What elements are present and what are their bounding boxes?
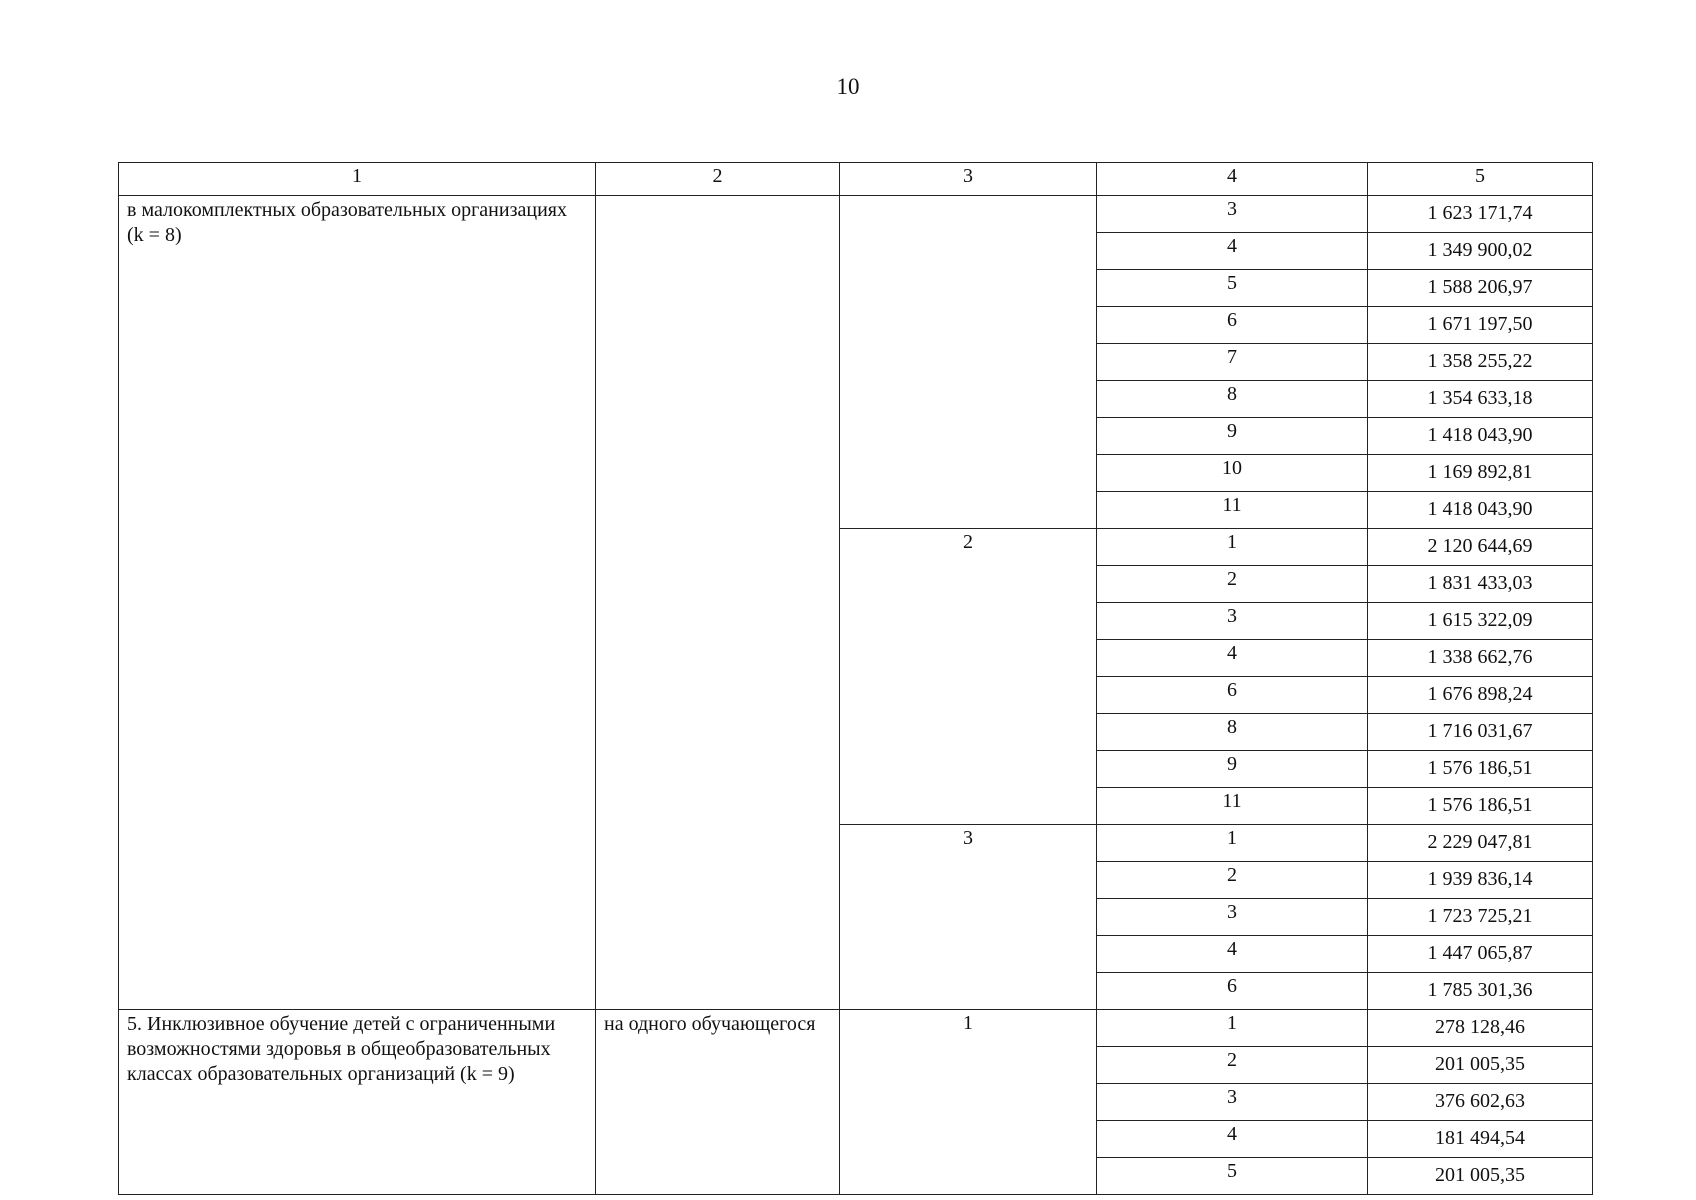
column-4-cell: 1 <box>1097 529 1368 566</box>
header-cell-4: 4 <box>1097 163 1368 196</box>
value-cell: 1 939 836,14 <box>1368 862 1593 899</box>
column-4-cell: 5 <box>1097 1158 1368 1195</box>
header-row <box>119 163 1593 196</box>
column-4-cell: 4 <box>1097 640 1368 677</box>
value-cell: 1 623 171,74 <box>1368 196 1593 233</box>
value-cell: 1 831 433,03 <box>1368 566 1593 603</box>
column-4-cell: 3 <box>1097 603 1368 640</box>
table-row <box>119 196 1593 233</box>
column-4-cell: 4 <box>1097 1121 1368 1158</box>
column-4-cell: 5 <box>1097 270 1368 307</box>
table-row <box>119 1010 1593 1047</box>
value-cell: 1 576 186,51 <box>1368 788 1593 825</box>
tariff-table <box>118 162 1593 1195</box>
column-4-cell: 3 <box>1097 899 1368 936</box>
section-description: 5. Инклюзивное обучение детей с ограниченными возможностями здоровья в общеобразовательных классах образовательных организаций (k = 9) <box>119 1010 596 1195</box>
value-cell: 1 418 043,90 <box>1368 492 1593 529</box>
column-3-cell: 2 <box>840 529 1097 825</box>
value-cell: 1 588 206,97 <box>1368 270 1593 307</box>
header-cell-5: 5 <box>1368 163 1593 196</box>
value-cell: 1 716 031,67 <box>1368 714 1593 751</box>
value-cell: 376 602,63 <box>1368 1084 1593 1121</box>
column-4-cell: 11 <box>1097 492 1368 529</box>
value-cell: 1 676 898,24 <box>1368 677 1593 714</box>
header-cell-2: 2 <box>596 163 840 196</box>
value-cell: 1 338 662,76 <box>1368 640 1593 677</box>
value-cell: 1 447 065,87 <box>1368 936 1593 973</box>
column-4-cell: 10 <box>1097 455 1368 492</box>
column-4-cell: 2 <box>1097 1047 1368 1084</box>
column-4-cell: 8 <box>1097 381 1368 418</box>
column-4-cell: 1 <box>1097 825 1368 862</box>
column-4-cell: 3 <box>1097 1084 1368 1121</box>
unit-cell <box>596 196 840 1010</box>
value-cell: 181 494,54 <box>1368 1121 1593 1158</box>
column-4-cell: 6 <box>1097 677 1368 714</box>
header-cell-3: 3 <box>840 163 1097 196</box>
value-cell: 1 169 892,81 <box>1368 455 1593 492</box>
column-4-cell: 6 <box>1097 307 1368 344</box>
value-cell: 1 576 186,51 <box>1368 751 1593 788</box>
value-cell: 2 229 047,81 <box>1368 825 1593 862</box>
column-4-cell: 6 <box>1097 973 1368 1010</box>
value-cell: 278 128,46 <box>1368 1010 1593 1047</box>
column-4-cell: 4 <box>1097 936 1368 973</box>
column-4-cell: 4 <box>1097 233 1368 270</box>
column-3-cell: 3 <box>840 825 1097 1010</box>
section-description: в малокомплектных образовательных организациях (k = 8) <box>119 196 596 1010</box>
column-4-cell: 11 <box>1097 788 1368 825</box>
column-4-cell: 9 <box>1097 751 1368 788</box>
column-4-cell: 9 <box>1097 418 1368 455</box>
value-cell: 201 005,35 <box>1368 1047 1593 1084</box>
column-4-cell: 2 <box>1097 566 1368 603</box>
value-cell: 1 354 633,18 <box>1368 381 1593 418</box>
header-cell-1: 1 <box>119 163 596 196</box>
table-body <box>119 163 1593 1195</box>
value-cell: 1 615 322,09 <box>1368 603 1593 640</box>
page-number: 10 <box>836 74 860 99</box>
value-cell: 1 723 725,21 <box>1368 899 1593 936</box>
column-3-cell <box>840 196 1097 529</box>
value-cell: 1 349 900,02 <box>1368 233 1593 270</box>
value-cell: 201 005,35 <box>1368 1158 1593 1195</box>
value-cell: 2 120 644,69 <box>1368 529 1593 566</box>
unit-cell: на одного обучающегося <box>596 1010 840 1195</box>
value-cell: 1 785 301,36 <box>1368 973 1593 1010</box>
value-cell: 1 671 197,50 <box>1368 307 1593 344</box>
column-4-cell: 2 <box>1097 862 1368 899</box>
value-cell: 1 358 255,22 <box>1368 344 1593 381</box>
column-4-cell: 3 <box>1097 196 1368 233</box>
column-4-cell: 8 <box>1097 714 1368 751</box>
column-3-cell: 1 <box>840 1010 1097 1195</box>
value-cell: 1 418 043,90 <box>1368 418 1593 455</box>
column-4-cell: 7 <box>1097 344 1368 381</box>
column-4-cell: 1 <box>1097 1010 1368 1047</box>
